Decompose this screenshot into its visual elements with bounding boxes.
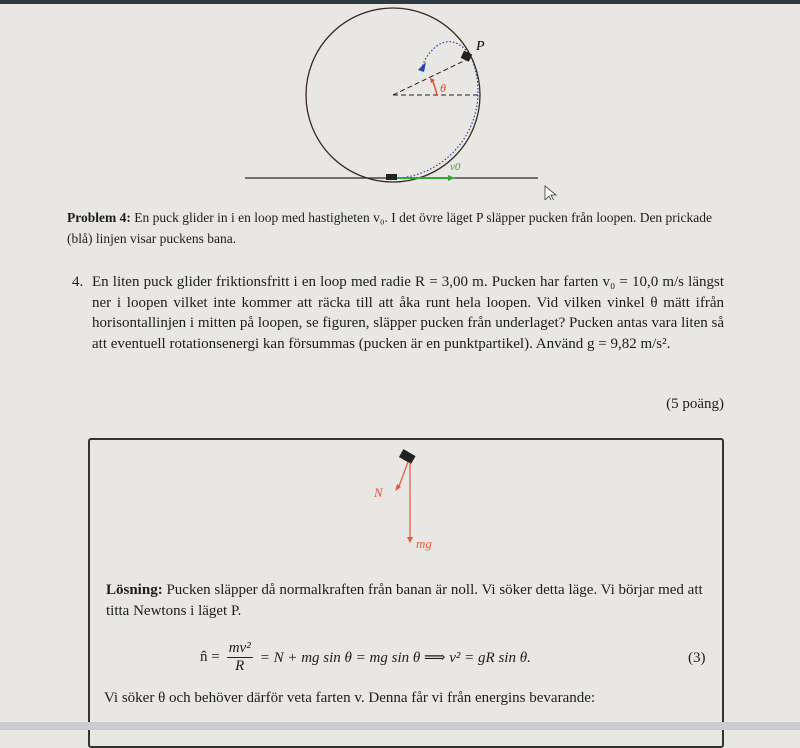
puck-at-P (461, 51, 473, 62)
solution-next-line: Vi söker θ och behöver därför veta farten v. Denna får vi från energins bevarande: (104, 690, 596, 706)
puck-path-dotted (400, 42, 478, 178)
equation-number: (3) (688, 650, 706, 666)
solution-body: Pucken släpper då normalkraften från banan är noll. Vi söker detta läge. Vi börjar med att titta Newtons i läget P. (106, 582, 703, 619)
problem-points: (5 poäng) (666, 396, 724, 412)
path-arrowhead-icon (418, 62, 426, 72)
force-diagram (360, 445, 460, 555)
puck-icon (399, 449, 416, 464)
label-P: P (476, 39, 485, 54)
screen-bottom-bezel (0, 722, 800, 730)
eq-fraction (227, 640, 253, 675)
problem-number: 4. (72, 274, 84, 290)
velocity-arrowhead-icon (448, 175, 455, 181)
loop-figure (0, 0, 800, 200)
caption-label: Problem 4: (67, 210, 131, 225)
normal-force-arrow (398, 462, 408, 489)
equation-3 (200, 640, 531, 675)
eq-denominator: R (235, 658, 245, 674)
label-v0: v0 (450, 161, 461, 173)
problem-text: En liten puck glider friktionsfritt i en loop med radie R = 3,00 m. Pucken har farten v₀ = 10,0 m/s längst ner i loopen vilket inte kommer att räcka till att åka runt hela loopen. Vid vilken vinkel θ mätt ifrån horisontallinjen i mitten på loopen, se figuren, släpper pucken från underlaget? Pucken antas vara liten så att eventuell rotationsenergi kan försummas (pucken är en punktpartikel). Använd g = 9,82 m/s². (92, 274, 724, 352)
radius-line (393, 58, 470, 95)
solution-text (106, 580, 712, 622)
mouse-cursor-icon (545, 186, 556, 200)
problem-statement (72, 272, 724, 354)
eq-right: = N + mg sin θ = mg sin θ ⟹ v² = gR sin θ. (259, 650, 531, 666)
label-N: N (374, 485, 383, 500)
gravity-arrowhead-icon (407, 537, 413, 543)
label-theta: θ (440, 81, 446, 95)
solution-label: Lösning: (106, 582, 163, 598)
puck-bottom (386, 174, 397, 180)
caption-text: En puck glider in i en loop med hastigheten v₀. I det övre läget P släpper pucken från loopen. Den prickade (blå) linjen visar puckens bana. (67, 210, 713, 246)
figure-caption (67, 207, 727, 249)
eq-numerator: mv² (228, 640, 251, 656)
angle-arc (432, 80, 437, 95)
label-mg: mg (416, 536, 432, 551)
eq-left: n̂ = (200, 649, 220, 665)
